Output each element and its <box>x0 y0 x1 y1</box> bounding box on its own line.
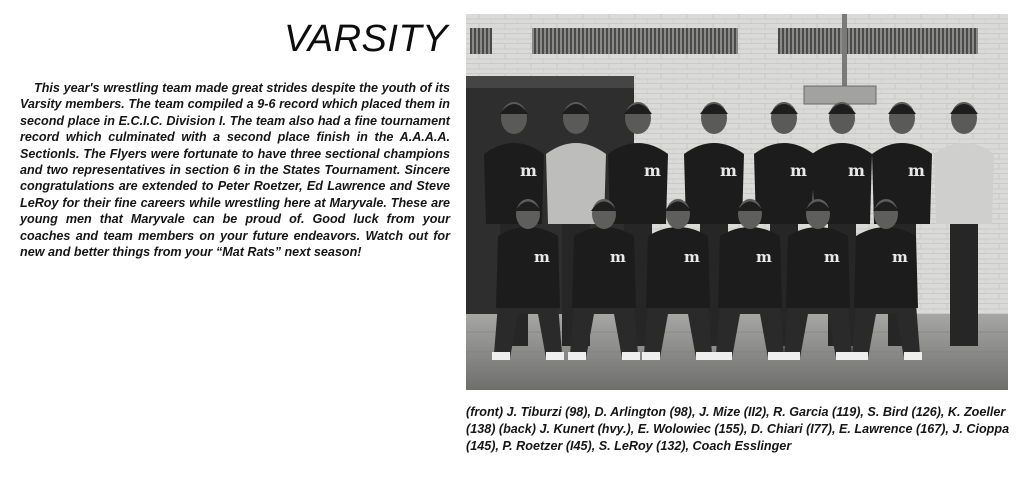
jersey-letter: m <box>756 248 772 266</box>
jersey-letter: m <box>720 161 737 180</box>
wall-vent <box>470 28 492 54</box>
team-photo <box>466 14 1008 390</box>
jersey-letter: m <box>908 161 925 180</box>
wall-vent <box>778 28 978 54</box>
jersey-letter: m <box>684 248 700 266</box>
jersey-letter: m <box>534 248 550 266</box>
jersey-letter: m <box>892 248 908 266</box>
article-body: This year's wrestling team made great strides despite the youth of its Varsity members. The team compiled a 9-6 record which placed them in second place in E.C.I.C. Division I. The team also had a fine tournament record which culminated with a second place finish in the A.A.A.A. Sectionls. The Flyers were fortunate to have three sectional champions and two representatives in section 6 in the States Tournament. Sincere congratulations are extended to Peter Roetzer, Ed Lawrence and Steve LeRoy for their fine careers while wrestling here at Maryvale. These are young men that Maryvale can be proud of. Good luck from your coaches and team members on your future endeavors. Watch out for new and better things from your “Mat Rats” next season! <box>20 81 450 260</box>
team-photo-illustration <box>466 14 1008 390</box>
jersey-letter: m <box>824 248 840 266</box>
page-title: VARSITY <box>284 18 448 60</box>
jersey-letter: m <box>848 161 865 180</box>
jersey-letter: m <box>644 161 661 180</box>
jersey-letter: m <box>610 248 626 266</box>
jersey-letter: m <box>520 161 537 180</box>
jersey-letter: m <box>790 161 807 180</box>
photo-caption: (front) J. Tiburzi (98), D. Arlington (98), J. Mize (II2), R. Garcia (119), S. Bird (126), K. Zoeller (138) (back) J. Kunert (hvy.), E. Wolowiec (155), D. Chiari (I77), E. Lawrence (167), J. Cioppa (145), P. Roetzer (I45), S. LeRoy (132), Coach Esslinger <box>466 405 1010 453</box>
wall-vent <box>532 28 738 54</box>
